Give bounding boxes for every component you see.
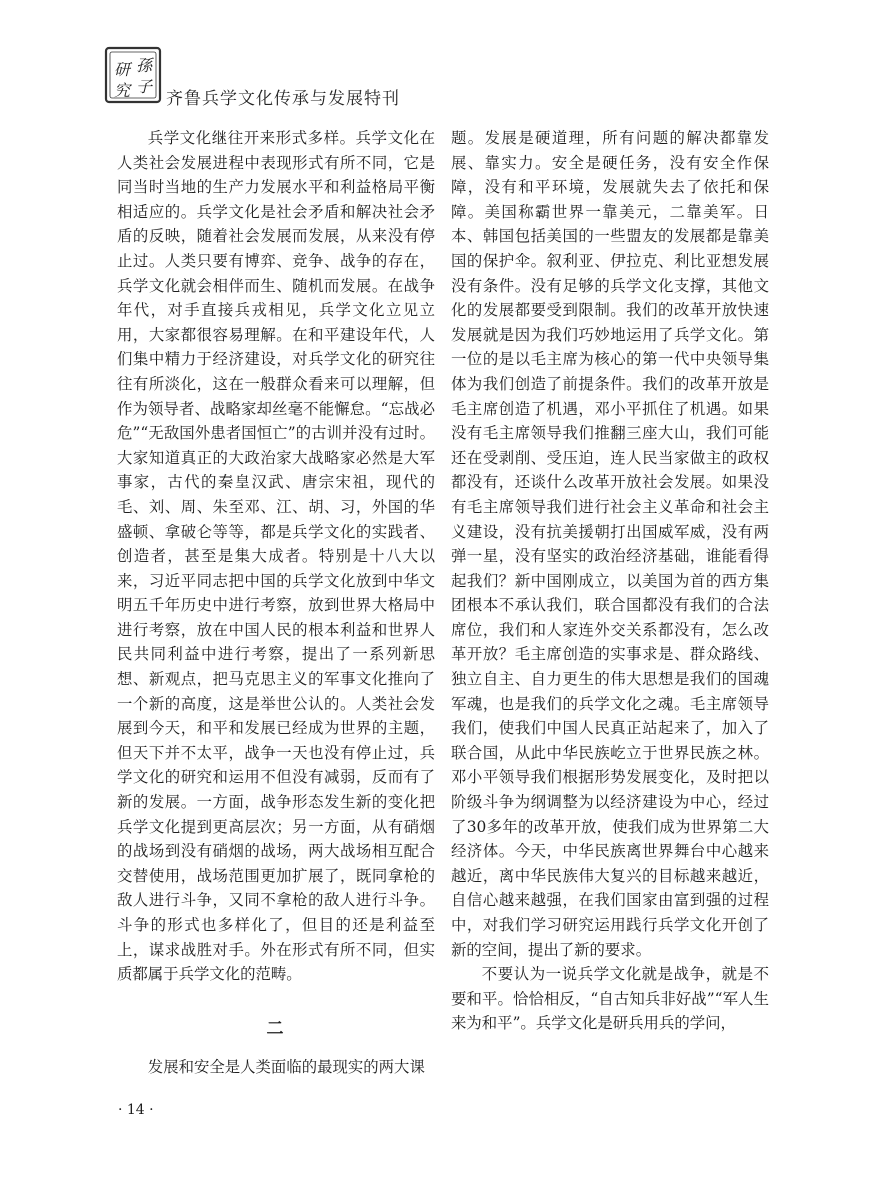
paragraph-military-culture-not-war: 不要认为一说兵学文化就是战争，就是不要和平。恰恰相反，“自古知兵非好战”“军人生来为和平”。兵学文化是研兵用兵的学问， — [451, 965, 769, 1033]
paragraph-development-security-continued: 题。发展是硬道理，所有问题的解决都靠发展、靠实力。安全是硬任务，没有安全作保障，没有和平环境，发展就失去了依托和保障。美国称霸世界一靠美元，二靠美军。日本、韩国包括美国的一些盟友的发展都是靠美国的保护伞。叙利亚、伊拉克、利比亚想发展没有条件。没有足够的兵学文化支撑，其他文化的发展都要受到限制。我们的改革开放快速发展就是因为我们巧妙地运用了兵学文化。第一位的是以毛主席为核心的第一代中央领导集体为我们创造了前提条件。我们的改革开放是毛主席创造了机遇，邓小平抓住了机遇。如果没有毛主席领导我们推翻三座大山，我们可能还在受剥削、受压迫，连人民当家做主的政权都没有，还谈什么改革开放社会发展。如果没有毛主席领导我们进行社会主义革命和社会主义建设，没有抗美援朝打出国威军威，没有两弹一星，没有坚实的政治经济基础，谁能看得起我们？新中国刚成立，以美国为首的西方集团根本不承认我们，联合国都没有我们的合法席位，我们和人家连外交关系都没有，怎么改革开放？毛主席创造的实事求是、群众路线、独立自主、自力更生的伟大思想是我们的国魂军魂，也是我们的兵学文化之魂。毛主席领导我们，使我们中国人民真正站起来了，加入了联合国，从此中华民族屹立于世界民族之林。邓小平领导我们根据形势发展变化，及时把以阶级斗争为纲调整为以经济建设为中心，经过了30多年的改革开放，使我们成为世界第二大经济体。今天，中华民族离世界舞台中心越来越近，离中华民族伟大复兴的目标越来越近，自信心越来越强，在我们国家由富到强的过程中，对我们学习研究运用践行兵学文化开创了新的空间，提出了新的要求。 — [451, 129, 769, 959]
logo-char-sun: 孫 — [135, 56, 153, 75]
right-column — [451, 126, 769, 1036]
page-number: · 14 · — [118, 1102, 154, 1118]
logo-char-jiu: 究 — [113, 81, 131, 100]
logo-char-yan: 研 — [113, 60, 131, 79]
section-number: 二 — [266, 1018, 286, 1039]
paragraph-military-culture-forms: 兵学文化继往开来形式多样。兵学文化在人类社会发展进程中表现形式有所不同，它是同当时当地的生产力发展水平和利益格局平衡相适应的。兵学文化是社会矛盾和解决社会矛盾的反映，随着社会发展而发展，从来没有停止过。人类只要有博弈、竞争、战争的存在，兵学文化就会相伴而生、随机而发展。在战争年代，对手直接兵戎相见，兵学文化立见立用，大家都很容易理解。在和平建设年代，人们集中精力于经济建设，对兵学文化的研究往往有所淡化，这在一般群众看来可以理解，但作为领导者、战略家却丝毫不能懈怠。“忘战必危”“无敌国外患者国恒亡”的古训并没有过时。大家知道真正的大政治家大战略家必然是大军事家，古代的秦皇汉武、唐宗宋祖，现代的毛、刘、周、朱至邓、江、胡、习，外国的华盛顿、拿破仑等等，都是兵学文化的实践者、创造者，甚至是集大成者。特别是十八大以来，习近平同志把中国的兵学文化放到中华文明五千年历史中进行考察，放到世界大格局中进行考察，放在中国人民的根本利益和世界人民共同利益中进行考察，提出了一系列新思想、新观点，把马克思主义的军事文化推向了一个新的高度，这是举世公认的。人类社会发展到今天，和平和发展已经成为世界的主题，但天下并不太平，战争一天也没有停止过，兵学文化的研究和运用不但没有减弱，反而有了新的发展。一方面，战争形态发生新的变化把兵学文化提到更高层次；另一方面，从有硝烟的战场到没有硝烟的战场，两大战场相互配合交替使用，战场范围更加扩展了，既同拿枪的敌人进行斗争，又同不拿枪的敌人进行斗争。斗争的形式也多样化了，但目的还是利益至上，谋求战胜对手。外在形式有所不同，但实质都属于兵学文化的范畴。 — [117, 129, 435, 984]
left-column — [117, 126, 435, 1080]
paragraph-development-security-start: 发展和安全是人类面临的最现实的两大课 — [147, 1058, 425, 1077]
special-issue-title: 齐鲁兵学文化传承与发展特刊 — [166, 89, 400, 109]
journal-logo — [104, 46, 162, 104]
logo-char-zi: 子 — [135, 77, 153, 96]
running-header — [104, 46, 444, 116]
